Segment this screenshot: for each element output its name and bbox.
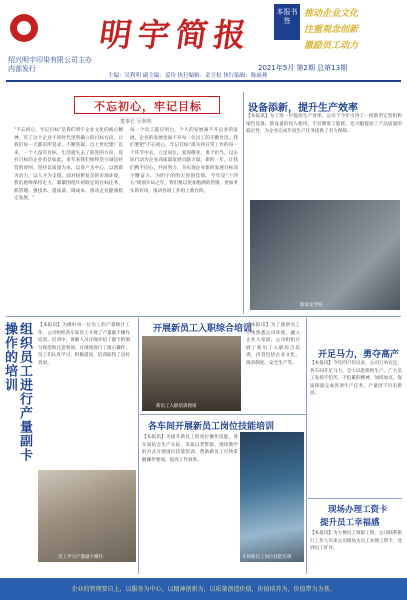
new-staff-training-body: 【本报讯】为了使新员工尽快熟悉公司环境，融入企业大家庭，公司组织开展了新员工入职综合培训，内容包括企业文化、规章制度、安全生产等。: [246, 323, 300, 366]
masthead-title: 明宇简报: [97, 16, 255, 54]
section-divider: [308, 498, 402, 499]
section-divider: [6, 316, 401, 317]
edition-tag: 内部发行: [8, 65, 36, 73]
equipment-photo-caption: 新添定型机: [300, 303, 323, 308]
main-article-author: 董事长 吴利明: [120, 119, 152, 125]
new-staff-training-title: 开展新员工入职综合培训: [153, 324, 253, 334]
footer-slogan: 企业的管理要自上，以服务为中心，以精神创新为，以质量创造价值，价值培养为，价值带为为基。: [71, 586, 336, 593]
salary-card-article-body: 【本报讯】为方便员工领取工资，公司联系银行工作人员来公司现场为员工办理工资卡，受到员工好评。: [310, 531, 402, 552]
training-article-vertical-title: 组织员工进行产量副卡操作的培训: [2, 322, 32, 462]
bookmark-badge: 本报书签: [274, 4, 300, 40]
salary-card-title-line-1: 现场办理工资卡: [328, 505, 388, 515]
logo-center-mark: [17, 21, 31, 35]
column-divider: [306, 318, 307, 574]
skill-training-photo: [240, 432, 304, 562]
slogan-line-1: 推动企业文化: [304, 9, 359, 19]
column-divider: [138, 318, 139, 574]
equipment-article-body: 【本报讯】为了进一步提高生产效率，公司于今年引进了一批新型定型机和染色设备。新设备的投入使用，不仅降低了能耗，还大幅提高了产品质量的稳定性，为企业完成年度生产任务提供了有力保障。: [246, 114, 402, 135]
slogan-line-2: 注重观念创新: [304, 25, 359, 35]
issue-date-line: 2021年5月 第2期 总第13期: [258, 64, 348, 72]
skill-training-body: 【本报讯】为提升新员工的岗位操作技能，各车间结合生产实际，采取以老带新、现场教学的方式开展岗位技能培训，帮助新员工尽快掌握操作要领，提高工作效率。: [142, 435, 238, 463]
main-article-column-1: "不忘初心，牢记目标"是我们明宇企业文化的核心精神，有了这个企业不同时代里所确立的目标方向，让我们每一天都有所追求，不断进取。自上世纪建厂以来，一个人没有目标，生活就失去了前进的方向，没有目标的企业也是如此。多年来我们始终坚守诚信经营的原则，坚持以质量为本，以客户为中心，以创新为动力，以人才为支撑。面对纷繁复杂的市场环境，我们始终保持定力，紧紧围绕年初既定的目标任务，抓管理、强技术、提质量、降成本，推动企业健康稳定发展。": [14, 128, 123, 202]
column-divider: [243, 92, 244, 314]
new-staff-training-photo: [142, 336, 241, 411]
skill-training-title: 各车间开展新员工岗位技能培训: [148, 422, 275, 432]
training-photo: [38, 470, 136, 562]
training-article-body: 【本报讯】为做好每一位员工的产量统计工作，公司组织各车间员工开展了产量副卡操作培训。培训中，讲解人员详细介绍了副卡的填写规范和注意事项，并现场进行了演示操作，员工们认真学习，积极提问，培训取得了良好效果。: [38, 323, 130, 366]
equipment-photo: [250, 200, 400, 310]
salary-card-title-line-2: 提升员工幸福感: [320, 518, 380, 528]
sponsor-line: 绍兴明宇印染有限公司主办: [8, 56, 92, 64]
new-staff-photo-caption: 新员工入职培训现场: [156, 404, 197, 409]
main-article-column-2: 每一个员工都应明白，个人的发展离不开企业的发展，企业的发展也离不开每一位员工的辛勤付出。我们要把"不忘初心，牢记目标"落实到日常工作的每一个环节中去，立足岗位，爱岗敬业，勇于担当，以实际行动为企业高质量发展贡献力量。新的一年，让我们携手同心，共同努力，为实现企业新的发展目标而不懈奋斗，为明宇的明天再创佳绩。今年是"十四五"规划开局之年，我们要以更加饱满的热情，更加务实的作风，推动各项工作再上新台阶。: [130, 128, 238, 194]
section-divider: [140, 414, 306, 415]
high-output-article-title: 开足马力，勇夺高产: [318, 350, 400, 360]
editorial-staff-line: 主编：吴利明 副主编：姜玲 执行编辑：金卫松 执行编辑：陈丽燕: [108, 73, 268, 79]
skill-training-photo-caption: 车间新员工岗位技能培训: [242, 555, 292, 560]
equipment-article-title: 设备添新，提升生产效率: [248, 103, 358, 114]
slogan-line-3: 激励员工动力: [304, 41, 359, 51]
header-divider: [6, 80, 401, 82]
high-output-article-body: 【本报讯】今年四月份以来，公司订单充足，各车间开足马力，全力以赴组织生产。广大员工发扬不怕苦、不怕累的精神，加班加点，保质保量完成各项生产任务，产量创下历史新高。: [310, 361, 402, 397]
training-photo-caption: 员工学习产量副卡操作: [58, 555, 103, 560]
main-article-title: 不忘初心，牢记目标: [94, 100, 202, 113]
